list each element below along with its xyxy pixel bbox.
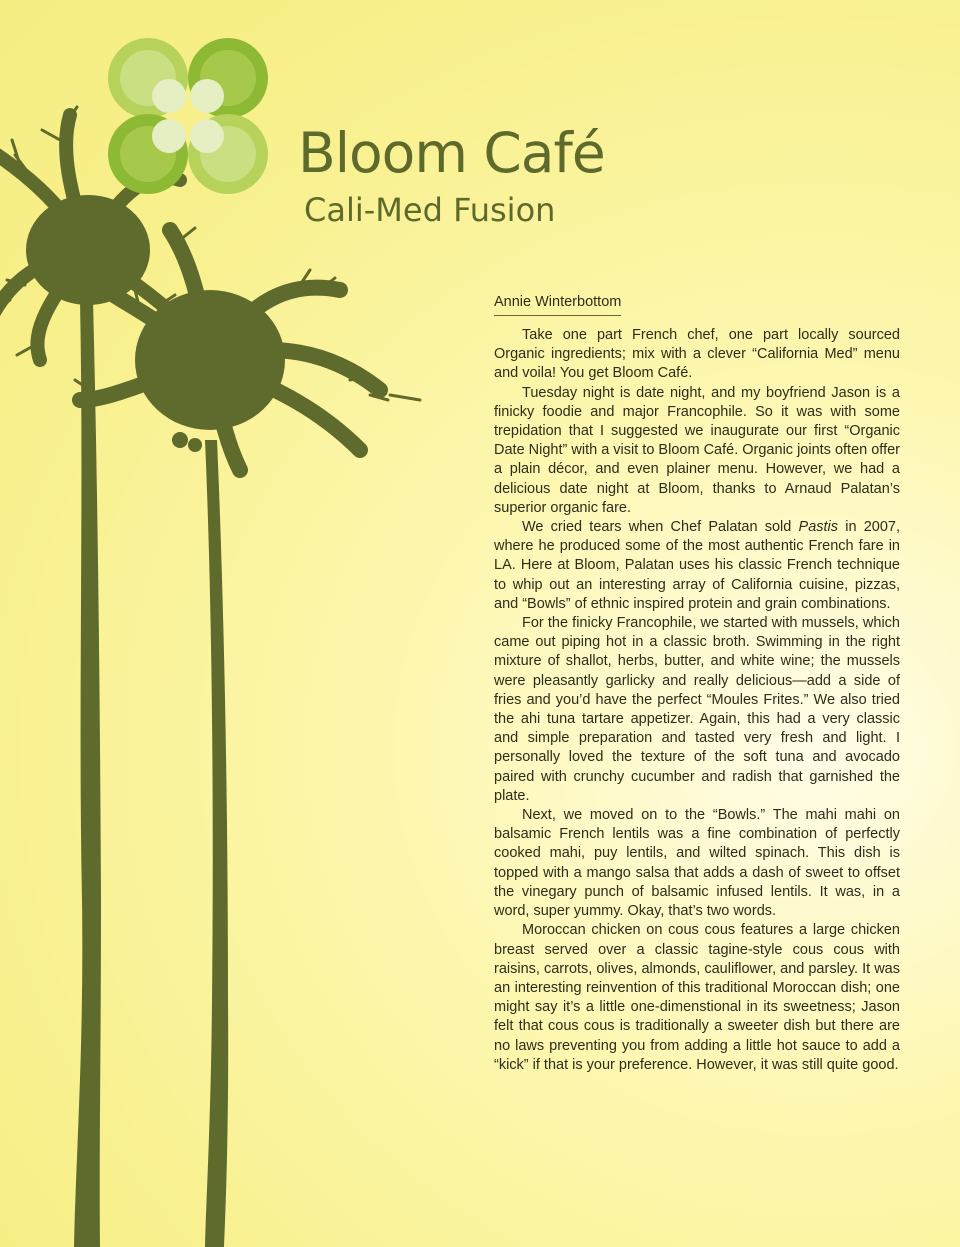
paragraph-text: Next, we moved on to the “Bowls.” The mahi mahi on balsamic French lentils was a fine combination of perfectly cooked mahi, puy lentils, and wilted spinach. This dish is topped with a mango salsa that adds a dash of sweet to offset the vinegary punch of balsamic infused lentils. It was, in a word, super yummy. Okay, that’s two words. <box>494 807 900 920</box>
restaurant-name-italic: Pastis <box>798 519 839 536</box>
article-paragraph <box>494 384 900 518</box>
paragraph-text: Moroccan chicken on cous cous features a large chicken breast served over a classic tagine-style cous cous with raisins, carrots, olives, almonds, cauliflower, and parsley. It was an interesting reinvention of this traditional Moroccan dish; one might say it’s a little one-dimenstional in its sweetness; Jason felt that cous cous is traditionally a sweeter dish but there are no laws preventing you from adding a little hot sauce to add a “kick” if that is your preference. However, it was still quite good. <box>494 922 900 1073</box>
paragraph-text: Take one part French chef, one part locally sourced Organic ingredients; mix with a clever “California Med” menu and voila! You get Bloom Café. <box>494 327 900 382</box>
paragraph-text: in 2007, where he produced some of the most authentic French fare in LA. Here at Bloom, Palatan uses his classic French technique to whip out an interesting array of California cuisine, pizzas, and “Bowls” of ethnic inspired protein and grain combinations. <box>494 519 900 612</box>
article-paragraph <box>494 326 900 384</box>
paragraph-text: We cried tears when Chef Palatan sold <box>522 519 799 536</box>
paragraph-text: Tuesday night is date night, and my boyfriend Jason is a finicky foodie and major Francophile. So it was with some trepidation that I suggested we inaugurate our first “Organic Date Night” with a visit to Bloom Café. Organic joints often offer a plain décor, and even plainer menu. However, we had a delicious date night at Bloom, thanks to Arnaud Palatan’s superior organic fare. <box>494 384 900 516</box>
article-paragraph <box>494 518 900 614</box>
brand-tagline: Cali-Med Fusion <box>304 191 556 229</box>
article-paragraph <box>494 806 900 921</box>
brand-title: Bloom Café <box>298 121 605 185</box>
article-paragraph <box>494 614 900 806</box>
article-body <box>494 293 900 1075</box>
paragraph-text: For the finicky Francophile, we started with mussels, which came out piping hot in a classic broth. Swimming in the right mixture of shallot, herbs, butter, and white wine; the mussels were pleasantly garlicky and really delicious—add a side of fries and you’d have the perfect “Moules Frites.” We also tried the ahi tuna tartare appetizer. Again, this had a very classic and simple preparation and tasted very fresh and light. I personally loved the texture of the soft tuna and avocado paired with crunchy cucumber and radish that garnished the plate. <box>494 615 900 804</box>
four-petal-clover-logo-icon <box>106 38 270 194</box>
article-paragraph <box>494 921 900 1075</box>
article-author: Annie Winterbottom <box>494 293 621 316</box>
